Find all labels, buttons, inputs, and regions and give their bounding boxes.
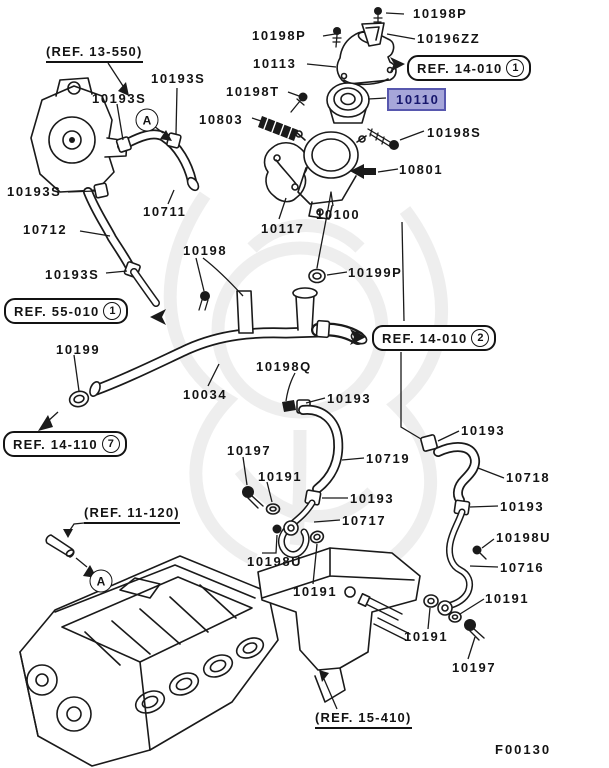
part-label-10191: 10191 [293, 584, 338, 599]
ref-callout-text: REF. 14-010 [382, 330, 468, 346]
ref-callout-number: 7 [102, 435, 120, 453]
part-label-10199: 10199 [56, 342, 101, 357]
highlighted-part-label-10110: 10110 [387, 88, 446, 111]
part-label-10034: 10034 [183, 387, 228, 402]
part-label-10716: 10716 [500, 560, 545, 575]
ref-callout-ref-14-010-1 [407, 55, 531, 81]
part-label-10191: 10191 [258, 469, 303, 484]
ref-callout-number: 2 [471, 329, 489, 347]
part-label-10196ZZ: 10196ZZ [417, 31, 481, 46]
ref-callout-text: REF. 14-010 [417, 60, 503, 76]
ref-callout-ref-55-010-1 [4, 298, 128, 324]
ref-callout-ref-14-110-7 [3, 431, 127, 457]
part-label-10198U: 10198U [247, 554, 303, 569]
ref-label--ref-13-550-: (REF. 13-550) [46, 44, 143, 63]
part-label-10193: 10193 [461, 423, 506, 438]
part-label-10100: 10100 [316, 207, 361, 222]
part-label-10193S: 10193S [151, 71, 206, 86]
part-label-10197: 10197 [227, 443, 272, 458]
part-label-10117: 10117 [261, 221, 305, 236]
part-label-10198P: 10198P [252, 28, 307, 43]
part-label-10193: 10193 [350, 491, 395, 506]
part-label-10801: 10801 [399, 162, 444, 177]
part-label-10193: 10193 [500, 499, 545, 514]
part-label-10193S: 10193S [45, 267, 100, 282]
part-label-10711: 10711 [143, 204, 187, 219]
part-label-10719: 10719 [366, 451, 411, 466]
part-label-10199P: 10199P [348, 265, 403, 280]
ref-label--ref-15-410-: (REF. 15-410) [315, 710, 412, 729]
part-label-10191: 10191 [404, 629, 449, 644]
ref-callout-text: REF. 14-110 [13, 436, 98, 452]
part-label-10718: 10718 [506, 470, 551, 485]
part-label-10198Q: 10198Q [256, 359, 312, 374]
part-label-10113: 10113 [253, 56, 297, 71]
part-label-10803: 10803 [199, 112, 244, 127]
part-label-10193: 10193 [327, 391, 372, 406]
part-label-10198: 10198 [183, 243, 228, 258]
figure-code: F00130 [495, 742, 552, 757]
part-label-10191: 10191 [485, 591, 530, 606]
part-label-10712: 10712 [23, 222, 68, 237]
part-label-10193S: 10193S [92, 91, 147, 106]
ref-callout-number: 1 [103, 302, 121, 320]
ref-callout-ref-14-010-2 [372, 325, 496, 351]
part-label-10198P: 10198P [413, 6, 468, 21]
view-marker-a-1: A [136, 109, 159, 132]
part-label-10198U: 10198U [496, 530, 552, 545]
part-label-10193S: 10193S [7, 184, 62, 199]
part-label-10198T: 10198T [226, 84, 280, 99]
ref-label--ref-11-120-: (REF. 11-120) [84, 505, 180, 524]
part-label-10717: 10717 [342, 513, 387, 528]
view-marker-a-2: A [90, 570, 113, 593]
part-label-10197: 10197 [452, 660, 497, 675]
part-label-10198S: 10198S [427, 125, 482, 140]
ref-callout-text: REF. 55-010 [14, 303, 100, 319]
ref-callout-number: 1 [506, 59, 524, 77]
